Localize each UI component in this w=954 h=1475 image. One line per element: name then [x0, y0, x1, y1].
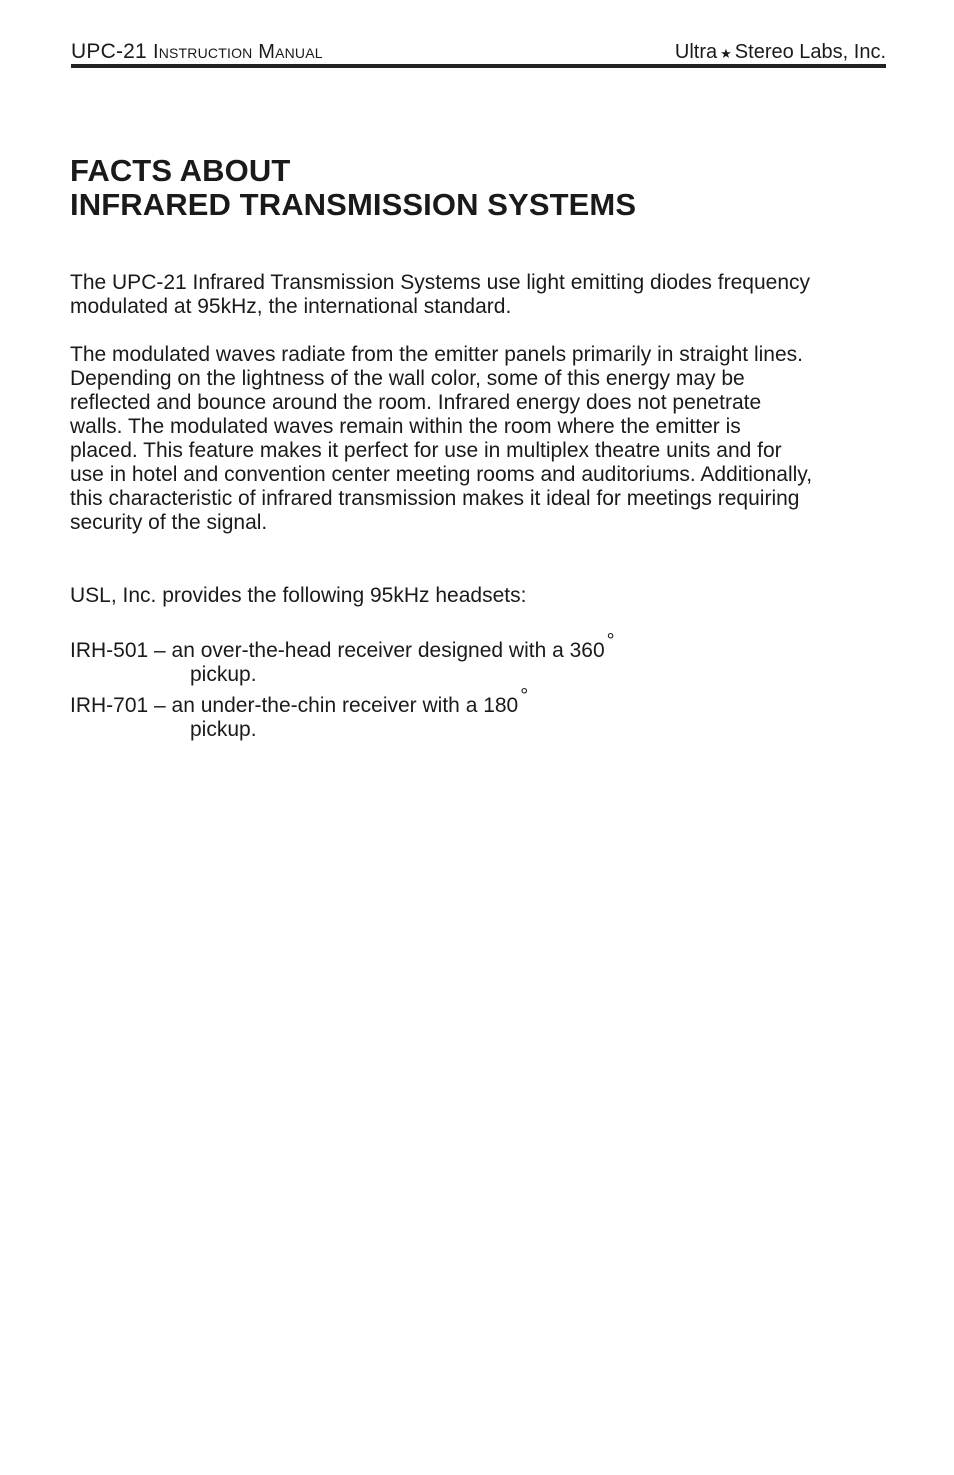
headset-item-irh-501: [70, 630, 615, 687]
headset-description: [70, 630, 615, 663]
paragraph-line: USL, Inc. provides the following 95kHz headsets:: [70, 584, 527, 607]
headset-description-continued: pickup.: [190, 718, 257, 741]
paragraph-headsets-intro: [70, 584, 900, 608]
paragraph-line: walls. The modulated waves remain within the room where the emitter is: [70, 415, 741, 438]
header-company-part2: Stereo Labs, Inc.: [734, 41, 886, 63]
star-icon: ★: [720, 45, 732, 61]
paragraph-intro: [70, 271, 900, 319]
page-title-line-2: INFRARED TRANSMISSION SYSTEMS: [70, 187, 637, 222]
headset-description-text: IRH-701 – an under-the-chin receiver with a 180: [70, 694, 519, 717]
degree-symbol: °: [606, 630, 615, 652]
paragraph-line: reflected and bounce around the room. Infrared energy does not penetrate: [70, 391, 762, 414]
paragraph-modulated-waves: [70, 343, 900, 535]
header-company: [675, 41, 886, 64]
paragraph-line: modulated at 95kHz, the international standard.: [70, 295, 512, 318]
paragraph-line: Depending on the lightness of the wall color, some of this energy may be: [70, 367, 745, 390]
header-manual-title: [71, 40, 323, 64]
paragraph-line: The UPC-21 Infrared Transmission Systems use light emitting diodes frequency: [70, 271, 810, 294]
headset-description: [70, 685, 529, 718]
page-header: [71, 30, 886, 64]
headset-item-irh-701: [70, 685, 529, 742]
paragraph-line: use in hotel and convention center meeting rooms and auditoriums. Additionally,: [70, 463, 813, 486]
paragraph-line: The modulated waves radiate from the emitter panels primarily in straight lines.: [70, 343, 803, 366]
headset-description-continued: pickup.: [190, 663, 257, 686]
header-manual-label: Instruction Manual: [152, 41, 323, 63]
header-model: UPC-21: [71, 40, 147, 63]
page-title-line-1: FACTS ABOUT: [70, 153, 291, 188]
page-title: [70, 154, 636, 222]
headset-description-text: IRH-501 – an over-the-head receiver designed with a 360: [70, 639, 605, 662]
header-company-part1: Ultra: [674, 41, 718, 63]
paragraph-line: security of the signal.: [70, 511, 268, 534]
header-divider: [71, 64, 886, 68]
paragraph-line: placed. This feature makes it perfect for use in multiplex theatre units and for: [70, 439, 782, 462]
paragraph-line: this characteristic of infrared transmission makes it ideal for meetings requiring: [70, 487, 800, 510]
degree-symbol: °: [520, 685, 529, 707]
